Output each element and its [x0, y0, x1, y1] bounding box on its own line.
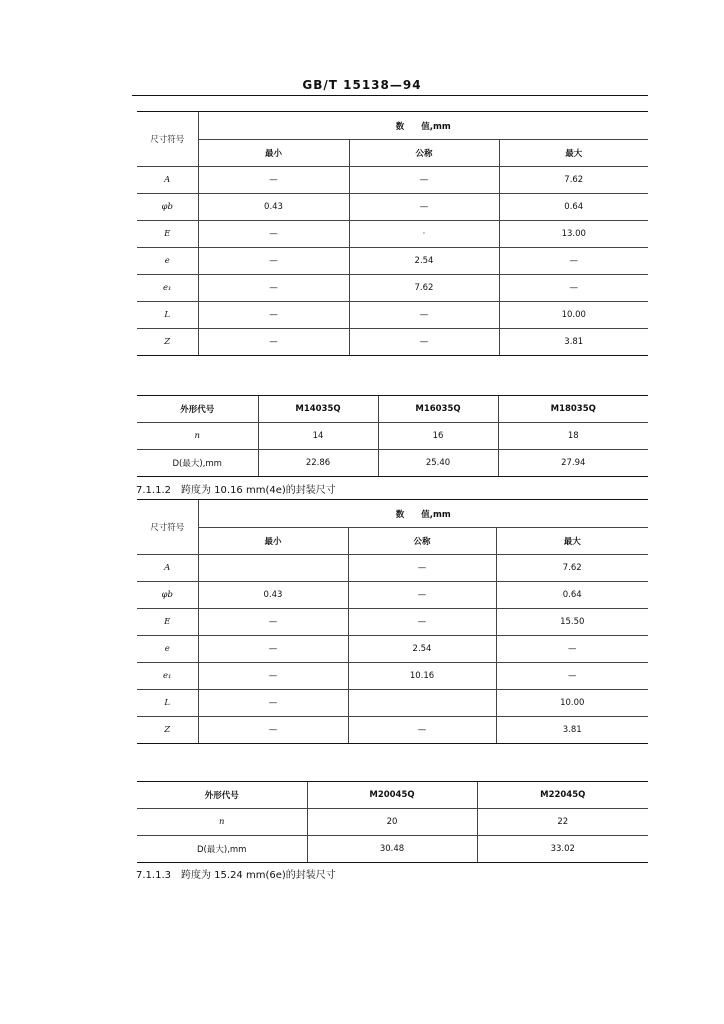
- nom-cell: —: [349, 167, 499, 194]
- nom-cell: 7.62: [349, 275, 499, 302]
- col-header-nom: 公称: [348, 528, 496, 555]
- value-cell: 30.48: [307, 836, 477, 863]
- value-cell: 22: [477, 809, 648, 836]
- outline-code-cell: M14035Q: [258, 396, 378, 423]
- nom-cell: 10.16: [348, 663, 496, 690]
- symbol-cell: e: [137, 636, 198, 663]
- value-cell: 27.94: [498, 450, 648, 477]
- col-header-min: 最小: [198, 528, 348, 555]
- table-row: [137, 836, 648, 863]
- page-header: GB/T 15138—94: [302, 78, 422, 92]
- dimension-table-2: [137, 499, 648, 744]
- value-cell: 18: [498, 423, 648, 450]
- nom-cell: 2.54: [349, 248, 499, 275]
- row-header-cell: 尺寸符号: [137, 500, 198, 555]
- max-cell: 10.00: [499, 302, 648, 329]
- symbol-cell: L: [137, 302, 198, 329]
- symbol-cell: e₁: [137, 275, 198, 302]
- min-cell: 0.43: [198, 582, 348, 609]
- dimension-table-1: [137, 111, 648, 356]
- nom-cell: —: [348, 609, 496, 636]
- symbol-cell: L: [137, 690, 198, 717]
- min-cell: —: [198, 636, 348, 663]
- table-row: [137, 275, 648, 302]
- col-header-max: 最大: [499, 140, 648, 167]
- max-cell: 0.64: [499, 194, 648, 221]
- outline-code-cell: M22045Q: [477, 782, 648, 809]
- table-row: [137, 221, 648, 248]
- col-header-max: 最大: [496, 528, 648, 555]
- min-cell: —: [198, 248, 349, 275]
- symbol-cell: Z: [137, 717, 198, 744]
- outline-table-1: [137, 395, 648, 477]
- table-row: [137, 329, 648, 356]
- min-cell: —: [198, 663, 348, 690]
- value-cell: 20: [307, 809, 477, 836]
- max-cell: 7.62: [496, 555, 648, 582]
- max-cell: 7.62: [499, 167, 648, 194]
- max-cell: —: [496, 636, 648, 663]
- nom-cell: —: [349, 302, 499, 329]
- symbol-cell: Z: [137, 329, 198, 356]
- value-cell: 25.40: [378, 450, 498, 477]
- table-row: [137, 194, 648, 221]
- symbol-cell: A: [137, 167, 198, 194]
- table-row: [137, 555, 648, 582]
- min-cell: —: [198, 167, 349, 194]
- min-cell: —: [198, 717, 348, 744]
- table-row: [137, 663, 648, 690]
- outline-table-2: [137, 781, 648, 863]
- value-cell: 16: [378, 423, 498, 450]
- table-row: [137, 302, 648, 329]
- symbol-cell: A: [137, 555, 198, 582]
- max-cell: 3.81: [496, 717, 648, 744]
- outline-code-header: 外形代号: [137, 396, 258, 423]
- min-cell: —: [198, 690, 348, 717]
- outline-code-cell: M18035Q: [498, 396, 648, 423]
- row-label-cell: n: [137, 423, 258, 450]
- row-label-cell: n: [137, 809, 307, 836]
- value-group-header: 数 值,mm: [198, 500, 648, 528]
- max-cell: 13.00: [499, 221, 648, 248]
- table-row: [137, 690, 648, 717]
- table-row: [137, 809, 648, 836]
- table-row: [137, 450, 648, 477]
- value-group-header: 数 值,mm: [198, 112, 648, 140]
- max-cell: —: [496, 663, 648, 690]
- table-row: [137, 248, 648, 275]
- col-header-min: 最小: [198, 140, 349, 167]
- table-row: [137, 167, 648, 194]
- nom-cell: [348, 690, 496, 717]
- max-cell: —: [499, 248, 648, 275]
- min-cell: —: [198, 329, 349, 356]
- nom-cell: —: [348, 717, 496, 744]
- table-row: [137, 609, 648, 636]
- outline-code-header: 外形代号: [137, 782, 307, 809]
- col-header-nom: 公称: [349, 140, 499, 167]
- max-cell: 0.64: [496, 582, 648, 609]
- symbol-cell: E: [137, 609, 198, 636]
- max-cell: 3.81: [499, 329, 648, 356]
- min-cell: —: [198, 302, 349, 329]
- section-heading: 7.1.1.3 跨度为 15.24 mm(6e)的封装尺寸: [136, 870, 336, 881]
- table-row: [137, 717, 648, 744]
- symbol-cell: e: [137, 248, 198, 275]
- nom-cell: —: [349, 329, 499, 356]
- nom-cell: —: [348, 582, 496, 609]
- nom-cell: —: [349, 194, 499, 221]
- value-cell: 22.86: [258, 450, 378, 477]
- row-label-cell: D(最大),mm: [137, 450, 258, 477]
- nom-cell: ·: [349, 221, 499, 248]
- symbol-cell: e₁: [137, 663, 198, 690]
- symbol-cell: φb: [137, 194, 198, 221]
- value-cell: 33.02: [477, 836, 648, 863]
- nom-cell: 2.54: [348, 636, 496, 663]
- min-cell: 0.43: [198, 194, 349, 221]
- section-heading: 7.1.1.2 跨度为 10.16 mm(4e)的封装尺寸: [136, 485, 336, 496]
- table-row: [137, 423, 648, 450]
- min-cell: —: [198, 609, 348, 636]
- value-cell: 14: [258, 423, 378, 450]
- min-cell: —: [198, 275, 349, 302]
- nom-cell: —: [348, 555, 496, 582]
- min-cell: —: [198, 221, 349, 248]
- table-row: [137, 636, 648, 663]
- max-cell: —: [499, 275, 648, 302]
- max-cell: 15.50: [496, 609, 648, 636]
- header-rule: [132, 95, 648, 96]
- outline-code-cell: M20045Q: [307, 782, 477, 809]
- row-header-cell: 尺寸符号: [137, 112, 198, 167]
- outline-code-cell: M16035Q: [378, 396, 498, 423]
- table-row: [137, 582, 648, 609]
- min-cell: [198, 555, 348, 582]
- symbol-cell: E: [137, 221, 198, 248]
- symbol-cell: φb: [137, 582, 198, 609]
- max-cell: 10.00: [496, 690, 648, 717]
- row-label-cell: D(最大),mm: [137, 836, 307, 863]
